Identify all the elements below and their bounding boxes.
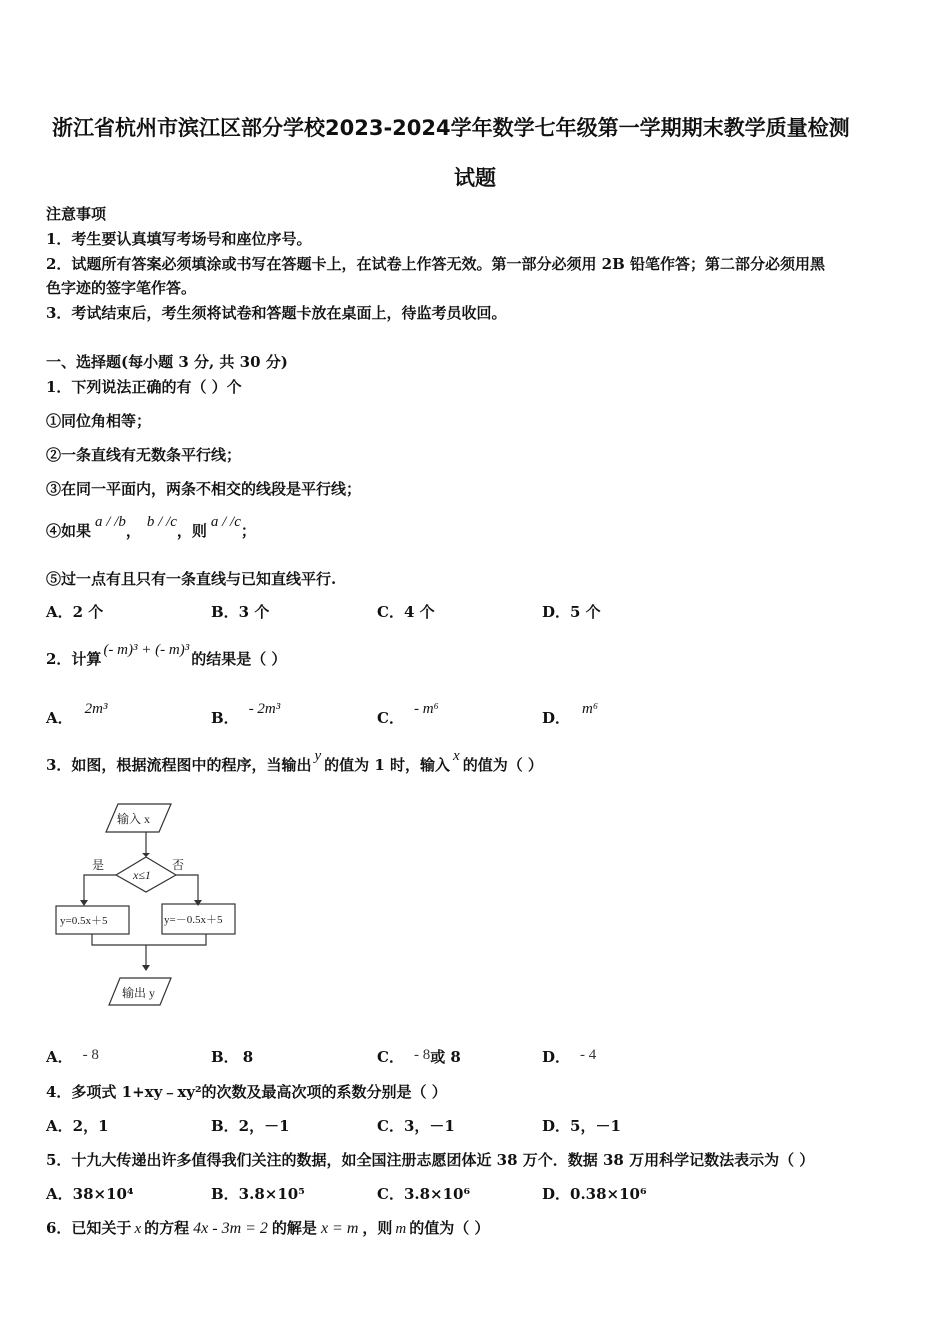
q5-option-d[interactable]: D．0.38×10⁶ — [542, 1185, 647, 1203]
q3-option-a[interactable] — [46, 1046, 99, 1067]
q1-s4-prefix: ④如果 — [46, 522, 92, 540]
flow-arrowhead-2 — [142, 965, 150, 971]
q2-option-b[interactable] — [211, 701, 281, 728]
note-2-line1: 2．试题所有答案必须填涂或书写在答题卡上，在试卷上作答无效。第一部分必须用 2B 铅笔作答；第二部分必须用黑 — [46, 255, 826, 273]
q6-part-5: 的值为（ ） — [409, 1219, 490, 1237]
flow-merge-line — [92, 934, 206, 945]
q2-option-b-label: B． — [211, 709, 239, 727]
q3-option-d[interactable] — [542, 1046, 596, 1067]
q6-var-x: x — [134, 1221, 142, 1237]
q1-statement-1: ①同位角相等； — [46, 412, 152, 430]
q3-option-c-label: C． — [377, 1048, 404, 1066]
note-2-line2: 色字迹的签字笔作答。 — [46, 279, 197, 297]
q2-prefix: 2．计算 — [46, 650, 102, 668]
q3-part-1: 3．如图，根据流程图中的程序，当输出 — [46, 756, 312, 774]
page-title-continued: 试题 — [454, 166, 496, 190]
q3-option-c-value: - 8 — [413, 1047, 431, 1063]
q4-option-c[interactable]: C．3，－1 — [377, 1117, 455, 1135]
q3-option-a-label: A． — [46, 1048, 73, 1066]
q3-option-d-label: D． — [542, 1048, 571, 1066]
flow-input-label: 输入 x — [117, 812, 151, 826]
q1-option-d[interactable]: D．5 个 — [542, 603, 601, 621]
q5-option-b[interactable]: B．3.8×10⁵ — [211, 1185, 305, 1203]
q3-option-b-value: 8 — [242, 1048, 254, 1066]
q1-s4-math-3: a / /c — [210, 514, 241, 530]
q2-option-d-value: m⁶ — [582, 701, 599, 717]
flow-arrowhead-no — [194, 900, 202, 906]
flow-right-formula: y=－0.5x＋5 — [164, 914, 223, 926]
q2-option-d-label: D． — [542, 709, 571, 727]
q3-option-b-label: B． — [211, 1048, 239, 1066]
q1-statement-3: ③在同一平面内，两条不相交的线段是平行线； — [46, 480, 362, 498]
q3-flowchart — [40, 795, 260, 1015]
q6-solution: x = m — [320, 1220, 359, 1237]
q3-option-a-value: - 8 — [82, 1047, 99, 1063]
q1-option-b[interactable]: B．3 个 — [211, 603, 270, 621]
q2-stem — [46, 642, 287, 669]
q5-option-c[interactable]: C．3.8×10⁶ — [377, 1185, 471, 1203]
flow-no-branch — [176, 875, 198, 903]
q1-s4-comma: ， — [125, 522, 141, 540]
flow-left-formula: y=0.5x＋5 — [60, 915, 108, 927]
q3-option-c[interactable] — [377, 1046, 461, 1067]
q3-option-d-value: - 4 — [580, 1047, 597, 1063]
q1-option-a[interactable]: A．2 个 — [46, 603, 104, 621]
q1-s4-then: ，则 — [176, 522, 207, 540]
q1-option-c[interactable]: C．4 个 — [377, 603, 435, 621]
page-title: 浙江省杭州市滨江区部分学校2023-2024学年数学七年级第一学期期末教学质量检测 — [52, 116, 850, 140]
q1-stem: 1．下列说法正确的有（ ）个 — [46, 378, 242, 396]
q1-s4-end: ； — [240, 522, 256, 540]
q4-option-d[interactable]: D．5，－1 — [542, 1117, 621, 1135]
flow-yes-label: 是 — [92, 858, 105, 872]
q6-part-4: ，则 — [362, 1219, 393, 1237]
q4-stem: 4．多项式 1+xy﹣xy²的次数及最高次项的系数分别是（ ） — [46, 1083, 447, 1101]
flow-condition-label: x≤1 — [133, 868, 151, 882]
q2-option-d[interactable] — [542, 701, 599, 728]
q1-statement-4 — [46, 514, 256, 541]
q3-var-y: y — [314, 748, 322, 764]
note-1: 1．考生要认真填写考场号和座位序号。 — [46, 230, 312, 248]
q6-part-1: 6．已知关于 — [46, 1219, 132, 1237]
q5-option-a[interactable]: A．38×10⁴ — [46, 1185, 134, 1203]
q2-option-c-label: C． — [377, 709, 404, 727]
note-3: 3．考试结束后，考生须将试卷和答题卡放在桌面上，待监考员收回。 — [46, 304, 507, 322]
q2-option-c[interactable] — [377, 701, 439, 728]
notes-heading: 注意事项 — [46, 205, 107, 223]
q6-part-2: 的方程 — [144, 1219, 190, 1237]
q1-s4-math-1: a / /b — [95, 514, 126, 530]
q4-option-a[interactable]: A．2，1 — [46, 1117, 109, 1135]
q4-option-b[interactable]: B．2，－1 — [211, 1117, 290, 1135]
q6-stem — [46, 1217, 489, 1238]
q2-option-a[interactable] — [46, 701, 108, 728]
q2-option-a-label: A． — [46, 709, 73, 727]
q3-part-2: 的值为 1 时，输入 — [324, 756, 451, 774]
q3-part-3: 的值为（ ） — [462, 756, 543, 774]
q3-stem — [46, 748, 543, 775]
flow-no-label: 否 — [172, 858, 185, 872]
q3-option-c-suffix: 或 8 — [430, 1048, 461, 1066]
q3-option-b[interactable] — [211, 1046, 253, 1067]
q2-option-b-value: - 2m³ — [248, 701, 281, 717]
q1-s4-math-2: b / /c — [146, 514, 177, 530]
q2-option-c-value: - m⁶ — [413, 701, 439, 717]
q6-part-3: 的解是 — [271, 1219, 317, 1237]
q2-expression: (- m)³ + (- m)³ — [103, 642, 190, 658]
q6-var-m: m — [395, 1221, 407, 1237]
q3-var-x: x — [453, 748, 460, 764]
q2-suffix: 的结果是（ ） — [191, 650, 287, 668]
q2-option-a-value: 2m³ — [84, 701, 108, 717]
flow-output-label: 输出 y — [122, 986, 156, 1000]
q1-statement-2: ②一条直线有无数条平行线； — [46, 446, 242, 464]
flow-yes-branch — [84, 875, 116, 903]
section-heading: 一、选择题(每小题 3 分, 共 30 分) — [46, 353, 288, 371]
q5-stem: 5．十九大传递出许多值得我们关注的数据，如全国注册志愿团体近 38 万个．数据 38 万用科学记数法表示为（ ） — [46, 1151, 815, 1169]
flow-arrowhead-yes — [80, 900, 88, 906]
q1-statement-5: ⑤过一点有且只有一条直线与已知直线平行. — [46, 570, 337, 588]
q6-equation: 4x - 3m = 2 — [193, 1220, 268, 1237]
